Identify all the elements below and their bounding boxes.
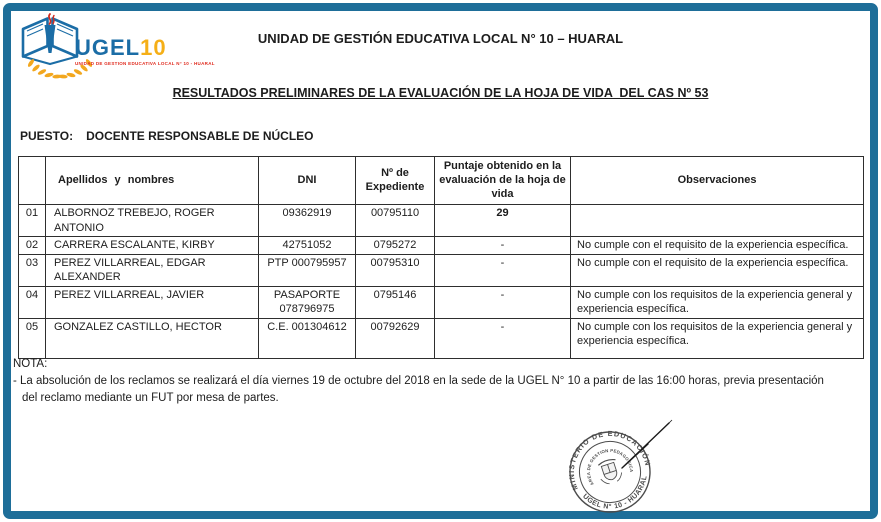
header-observations: Observaciones — [571, 157, 864, 205]
header-expediente: Nº de Expediente — [356, 157, 435, 205]
table-header-row — [19, 157, 864, 205]
cell-dni: 42751052 — [259, 237, 356, 255]
results-table-body — [19, 205, 864, 359]
stamp-bottom-text: UGEL N° 10 - HUARAL — [581, 474, 649, 511]
cell-observations — [571, 205, 864, 237]
table-row — [19, 286, 864, 318]
cell-num: 04 — [19, 286, 46, 318]
ugel-wordmark-number: 10 — [140, 35, 167, 60]
cell-observations: No cumple con los requisitos de la experiencia general y experiencia específica. — [571, 318, 864, 358]
header-dni: DNI — [259, 157, 356, 205]
cell-num: 01 — [19, 205, 46, 237]
page-title: UNIDAD DE GESTIÓN EDUCATIVA LOCAL N° 10 – HUARAL — [257, 31, 624, 46]
stamp-top-text: MINISTERIO DE EDUCACIÓN — [566, 428, 653, 492]
cell-expediente: 00795310 — [356, 254, 435, 286]
cell-num: 02 — [19, 237, 46, 255]
header-names: Apellidos y nombres — [46, 157, 259, 205]
stamp-seal-icon — [556, 418, 664, 520]
stamp-inner-text: AREA DE GESTION PEDAGOGICA — [585, 447, 635, 487]
ugel-wordmark-org: UGEL — [75, 35, 141, 60]
note-line-2: del reclamo mediante un FUT por mesa de partes. — [22, 392, 279, 404]
cell-observations: No cumple con los requisitos de la experiencia general y experiencia específica. — [571, 286, 864, 318]
cell-num: 03 — [19, 254, 46, 286]
position-label: PUESTO: — [20, 129, 74, 143]
official-stamp — [548, 414, 763, 520]
cell-dni: PTP 000795957 — [259, 254, 356, 286]
cell-name: GONZALEZ CASTILLO, HECTOR — [46, 318, 259, 358]
coat-of-arms-icon — [596, 457, 624, 486]
table-row — [19, 237, 864, 255]
results-table — [18, 156, 864, 359]
ugel-logo-tagline: UNIDAD DE GESTION EDUCATIVA LOCAL N° 10 - HUARAL — [75, 61, 215, 66]
position-line — [20, 129, 313, 143]
table-row — [19, 318, 864, 358]
cell-expediente: 0795146 — [356, 286, 435, 318]
cell-score: 29 — [435, 205, 571, 237]
cell-num: 05 — [19, 318, 46, 358]
header-row-number — [19, 157, 46, 205]
table-row — [19, 254, 864, 286]
note-block — [13, 356, 824, 407]
header-score: Puntaje obtenido en la evaluación de la hoja de vida — [435, 157, 571, 205]
page-subtitle: RESULTADOS PRELIMINARES DE LA EVALUACIÓN DE LA HOJA DE VIDA DEL CAS Nº 53 — [172, 86, 709, 100]
svg-text:MINISTERIO DE EDUCACIÓN — [556, 418, 653, 492]
cell-dni: C.E. 001304612 — [259, 318, 356, 358]
table-row — [19, 205, 864, 237]
cell-score: - — [435, 254, 571, 286]
signature-stroke-tip — [669, 420, 672, 423]
cell-name: CARRERA ESCALANTE, KIRBY — [46, 237, 259, 255]
cell-observations: No cumple con el requisito de la experiencia específica. — [571, 254, 864, 286]
cell-dni: PASAPORTE 078796975 — [259, 286, 356, 318]
position-value: DOCENTE RESPONSABLE DE NÚCLEO — [86, 129, 314, 143]
cell-expediente: 0795272 — [356, 237, 435, 255]
note-line-1: - La absolución de los reclamos se realizará el día viernes 19 de octubre del 2018 en la sede de la UGEL N° 10 a partir de las 16:00 horas, previa presentación — [13, 375, 824, 387]
cell-observations: No cumple con el requisito de la experiencia específica. — [571, 237, 864, 255]
cell-name: PEREZ VILLARREAL, EDGAR ALEXANDER — [46, 254, 259, 286]
cell-score: - — [435, 286, 571, 318]
cell-name: ALBORNOZ TREBEJO, ROGER ANTONIO — [46, 205, 259, 237]
note-label: NOTA: — [13, 358, 48, 370]
cell-expediente: 00795110 — [356, 205, 435, 237]
cell-dni: 09362919 — [259, 205, 356, 237]
cell-score: - — [435, 237, 571, 255]
cell-name: PEREZ VILLARREAL, JAVIER — [46, 286, 259, 318]
cell-expediente: 00792629 — [356, 318, 435, 358]
cell-score: - — [435, 318, 571, 358]
